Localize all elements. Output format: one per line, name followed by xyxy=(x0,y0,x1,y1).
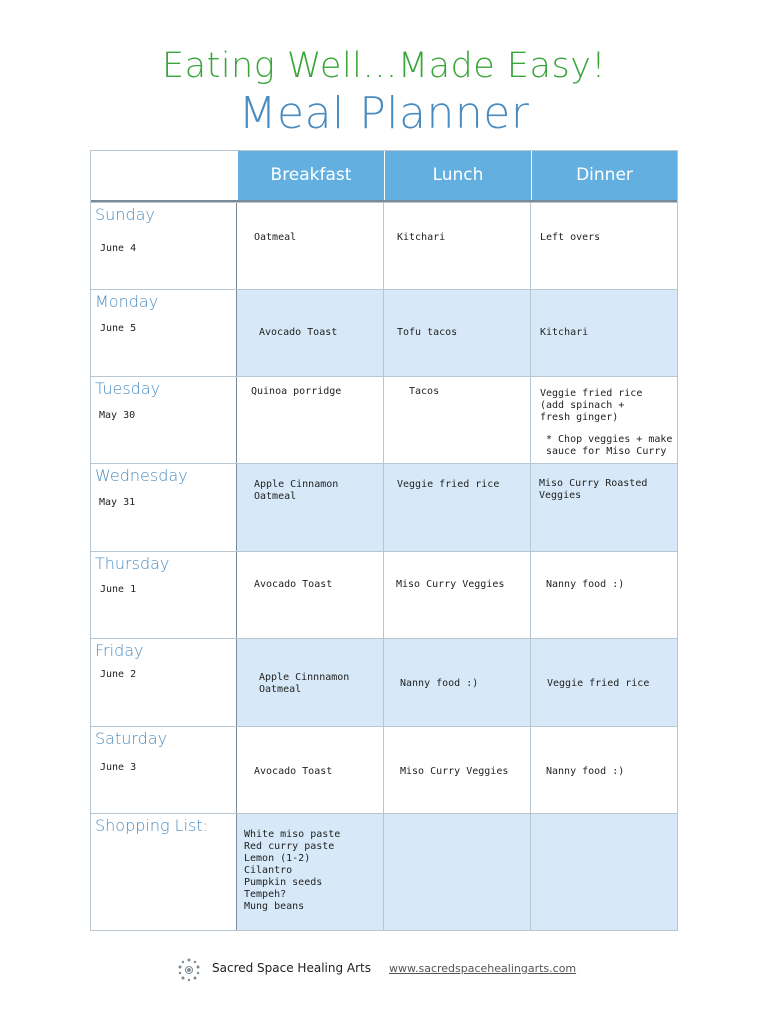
meal-text: Veggie fried rice xyxy=(397,479,500,490)
table-row-wednesday xyxy=(91,463,677,551)
meal-text: Miso Curry Veggies xyxy=(396,579,505,590)
page-title: Eating Well…Made Easy! xyxy=(162,46,606,86)
table-row-sunday xyxy=(91,202,677,289)
column-header-breakfast: Breakfast xyxy=(237,151,384,201)
shopping-empty-cell xyxy=(531,814,677,930)
meal-text: Veggie fried rice xyxy=(547,678,650,689)
dinner-cell xyxy=(531,377,677,463)
meal-text: Nanny food :) xyxy=(400,678,479,689)
breakfast-cell xyxy=(237,290,384,376)
day-cell xyxy=(91,639,237,726)
shopping-items: White miso paste Red curry paste Lemon (1-2) Cilantro Pumpkin seeds Tempeh? Mung beans xyxy=(244,829,341,912)
day-cell xyxy=(91,203,237,289)
table-row-saturday xyxy=(91,726,677,813)
meal-text: Avocado Toast xyxy=(259,327,338,338)
meal-text: Tofu tacos xyxy=(397,327,458,338)
breakfast-cell xyxy=(237,464,384,551)
meal-text: Apple Cinnnamon Oatmeal xyxy=(259,672,350,695)
meal-text: Nanny food :) xyxy=(546,766,625,777)
day-date: May 30 xyxy=(99,410,136,421)
day-name: Friday xyxy=(95,641,144,660)
day-cell xyxy=(91,290,237,376)
day-name: Saturday xyxy=(95,729,168,748)
day-cell xyxy=(91,727,237,813)
day-name: Tuesday xyxy=(95,379,161,398)
day-name: Thursday xyxy=(95,554,170,573)
table-row-monday xyxy=(91,289,677,376)
table-row-thursday xyxy=(91,551,677,638)
day-date: June 5 xyxy=(100,323,137,334)
day-name: Wednesday xyxy=(95,466,188,485)
meal-text: Quinoa porridge xyxy=(251,386,342,397)
meal-text: Miso Curry Roasted Veggies xyxy=(539,478,648,501)
dinner-cell xyxy=(531,464,677,551)
footer xyxy=(0,956,768,984)
meal-text: Tacos xyxy=(409,386,440,397)
meal-text: Left overs xyxy=(540,232,601,243)
day-date: June 3 xyxy=(100,762,137,773)
meal-text: Avocado Toast xyxy=(254,579,333,590)
day-date: June 4 xyxy=(100,243,137,254)
lunch-cell xyxy=(384,727,531,813)
dinner-cell xyxy=(531,552,677,638)
dinner-cell xyxy=(531,290,677,376)
column-header-lunch: Lunch xyxy=(384,151,531,201)
dinner-cell xyxy=(531,727,677,813)
breakfast-cell xyxy=(237,203,384,289)
table-row-shopping-list xyxy=(91,813,677,930)
page-subtitle: Meal Planner xyxy=(238,88,530,139)
meal-note: * Chop veggies + make sauce for Miso Curry xyxy=(546,434,673,457)
shopping-items-cell xyxy=(237,814,384,930)
header-corner-cell xyxy=(91,151,237,201)
lunch-cell xyxy=(384,377,531,463)
lotus-logo-icon xyxy=(175,956,203,984)
day-date: June 1 xyxy=(100,584,137,595)
day-cell xyxy=(91,377,237,463)
lunch-cell xyxy=(384,203,531,289)
meal-text: Kitchari xyxy=(540,327,589,338)
day-cell xyxy=(91,464,237,551)
column-header-dinner: Dinner xyxy=(531,151,677,201)
meal-text: Apple Cinnamon Oatmeal xyxy=(254,479,339,502)
meal-text: Miso Curry Veggies xyxy=(400,766,509,777)
shopping-list-label: Shopping List: xyxy=(95,816,209,835)
meal-text: Nanny food :) xyxy=(546,579,625,590)
lunch-cell xyxy=(384,464,531,551)
day-date: June 2 xyxy=(100,669,137,680)
shopping-empty-cell xyxy=(384,814,531,930)
breakfast-cell xyxy=(237,727,384,813)
meal-planner-table xyxy=(90,150,678,931)
lunch-cell xyxy=(384,552,531,638)
day-date: May 31 xyxy=(99,497,136,508)
meal-text: Oatmeal xyxy=(254,232,297,243)
dinner-cell xyxy=(531,203,677,289)
day-name: Sunday xyxy=(95,205,155,224)
breakfast-cell xyxy=(237,639,384,726)
meal-text: Veggie fried rice (add spinach + fresh ginger) xyxy=(540,388,643,423)
lunch-cell xyxy=(384,290,531,376)
breakfast-cell xyxy=(237,552,384,638)
table-row-friday xyxy=(91,638,677,726)
day-cell xyxy=(91,552,237,638)
dinner-cell xyxy=(531,639,677,726)
footer-brand: Sacred Space Healing Arts xyxy=(212,961,371,975)
breakfast-cell xyxy=(237,377,384,463)
shopping-label-cell xyxy=(91,814,237,930)
lunch-cell xyxy=(384,639,531,726)
meal-text: Avocado Toast xyxy=(254,766,333,777)
meal-text: Kitchari xyxy=(397,232,446,243)
day-name: Monday xyxy=(95,292,159,311)
table-row-tuesday xyxy=(91,376,677,463)
footer-website-link[interactable]: www.sacredspacehealingarts.com xyxy=(389,962,577,975)
